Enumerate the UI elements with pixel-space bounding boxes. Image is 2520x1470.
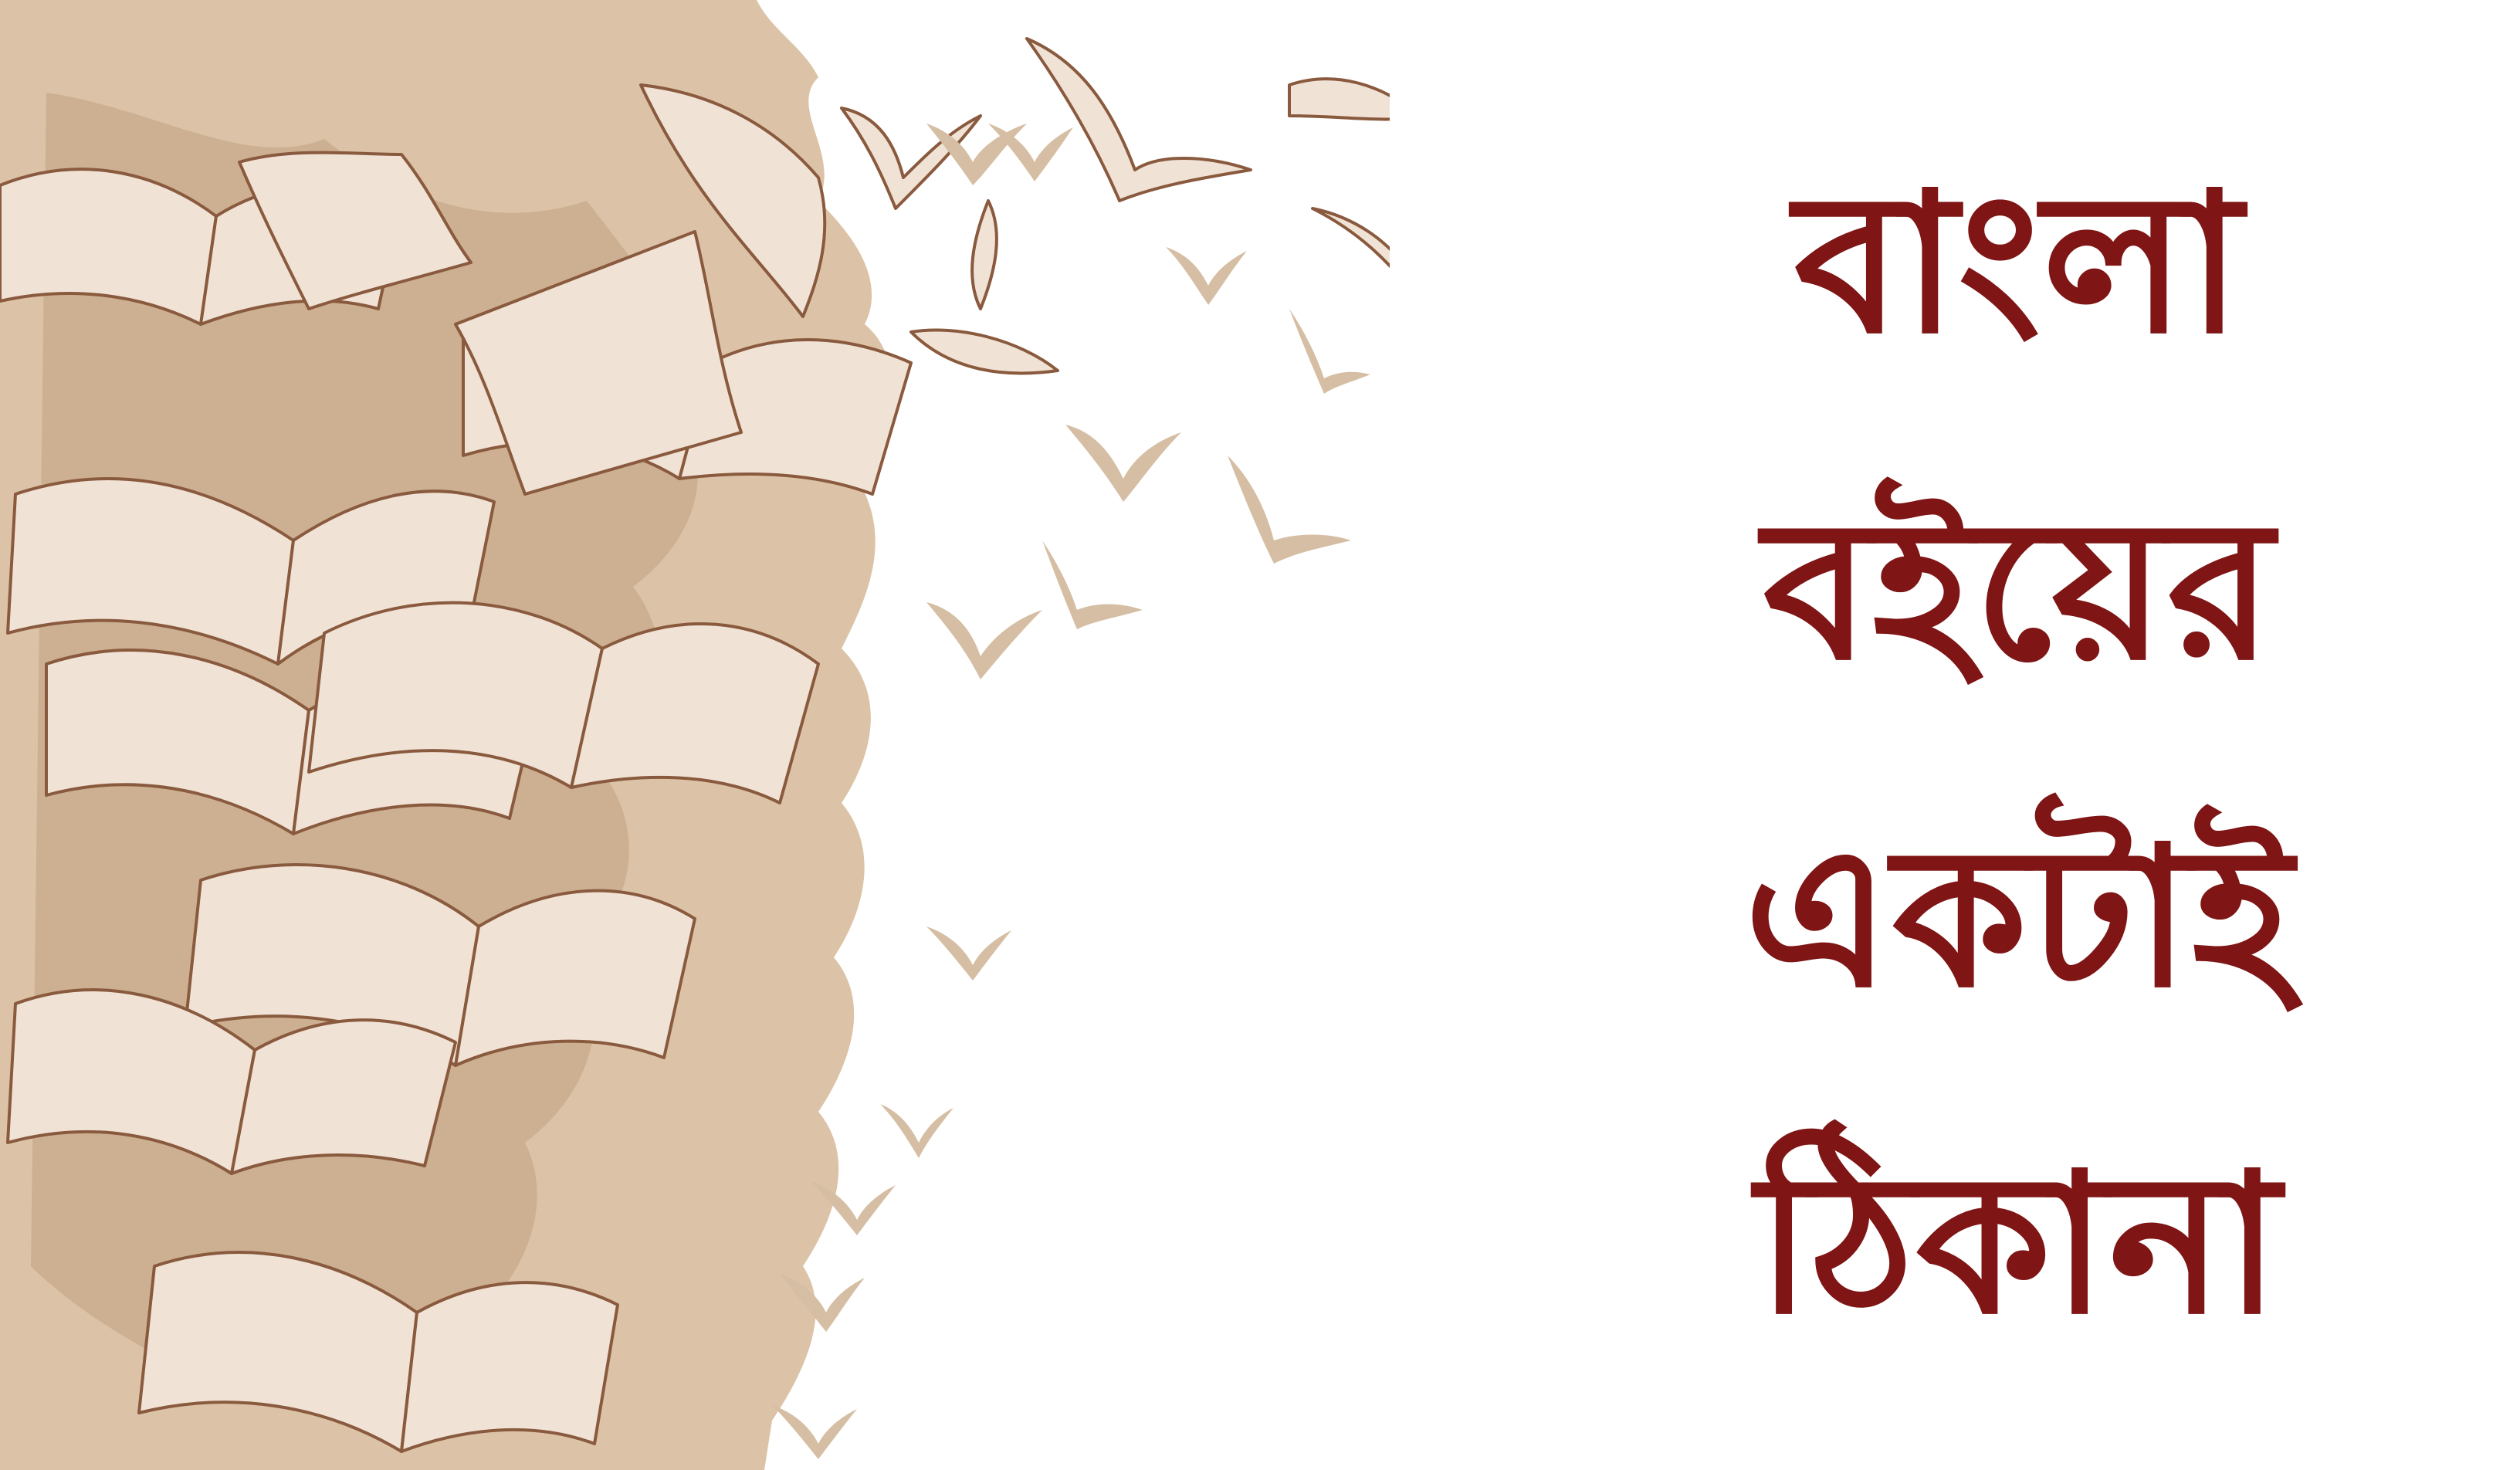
bird-8 bbox=[1289, 309, 1370, 394]
title-line-3: একটাই bbox=[1744, 802, 2294, 1030]
title-line-1: বাংলা bbox=[1793, 149, 2244, 376]
bird-6 bbox=[926, 602, 1042, 679]
bird-11 bbox=[772, 1405, 857, 1459]
bird-9 bbox=[880, 1104, 953, 1158]
bird-4 bbox=[1065, 425, 1181, 502]
bird-page-3 bbox=[1312, 185, 1390, 293]
bird-3 bbox=[1166, 247, 1247, 305]
bird-page-1 bbox=[1027, 39, 1251, 201]
bird-2 bbox=[988, 124, 1073, 181]
title-line-4: ঠিকানা bbox=[1756, 1129, 2282, 1357]
bird-5 bbox=[1228, 456, 1351, 564]
bird-13 bbox=[926, 926, 1011, 981]
bird-7 bbox=[1042, 540, 1143, 629]
bird-page-2 bbox=[1289, 15, 1390, 119]
title-line-2: বইয়ের bbox=[1763, 476, 2275, 703]
bird-page-4 bbox=[911, 201, 1058, 373]
title-block bbox=[1575, 116, 2463, 1390]
